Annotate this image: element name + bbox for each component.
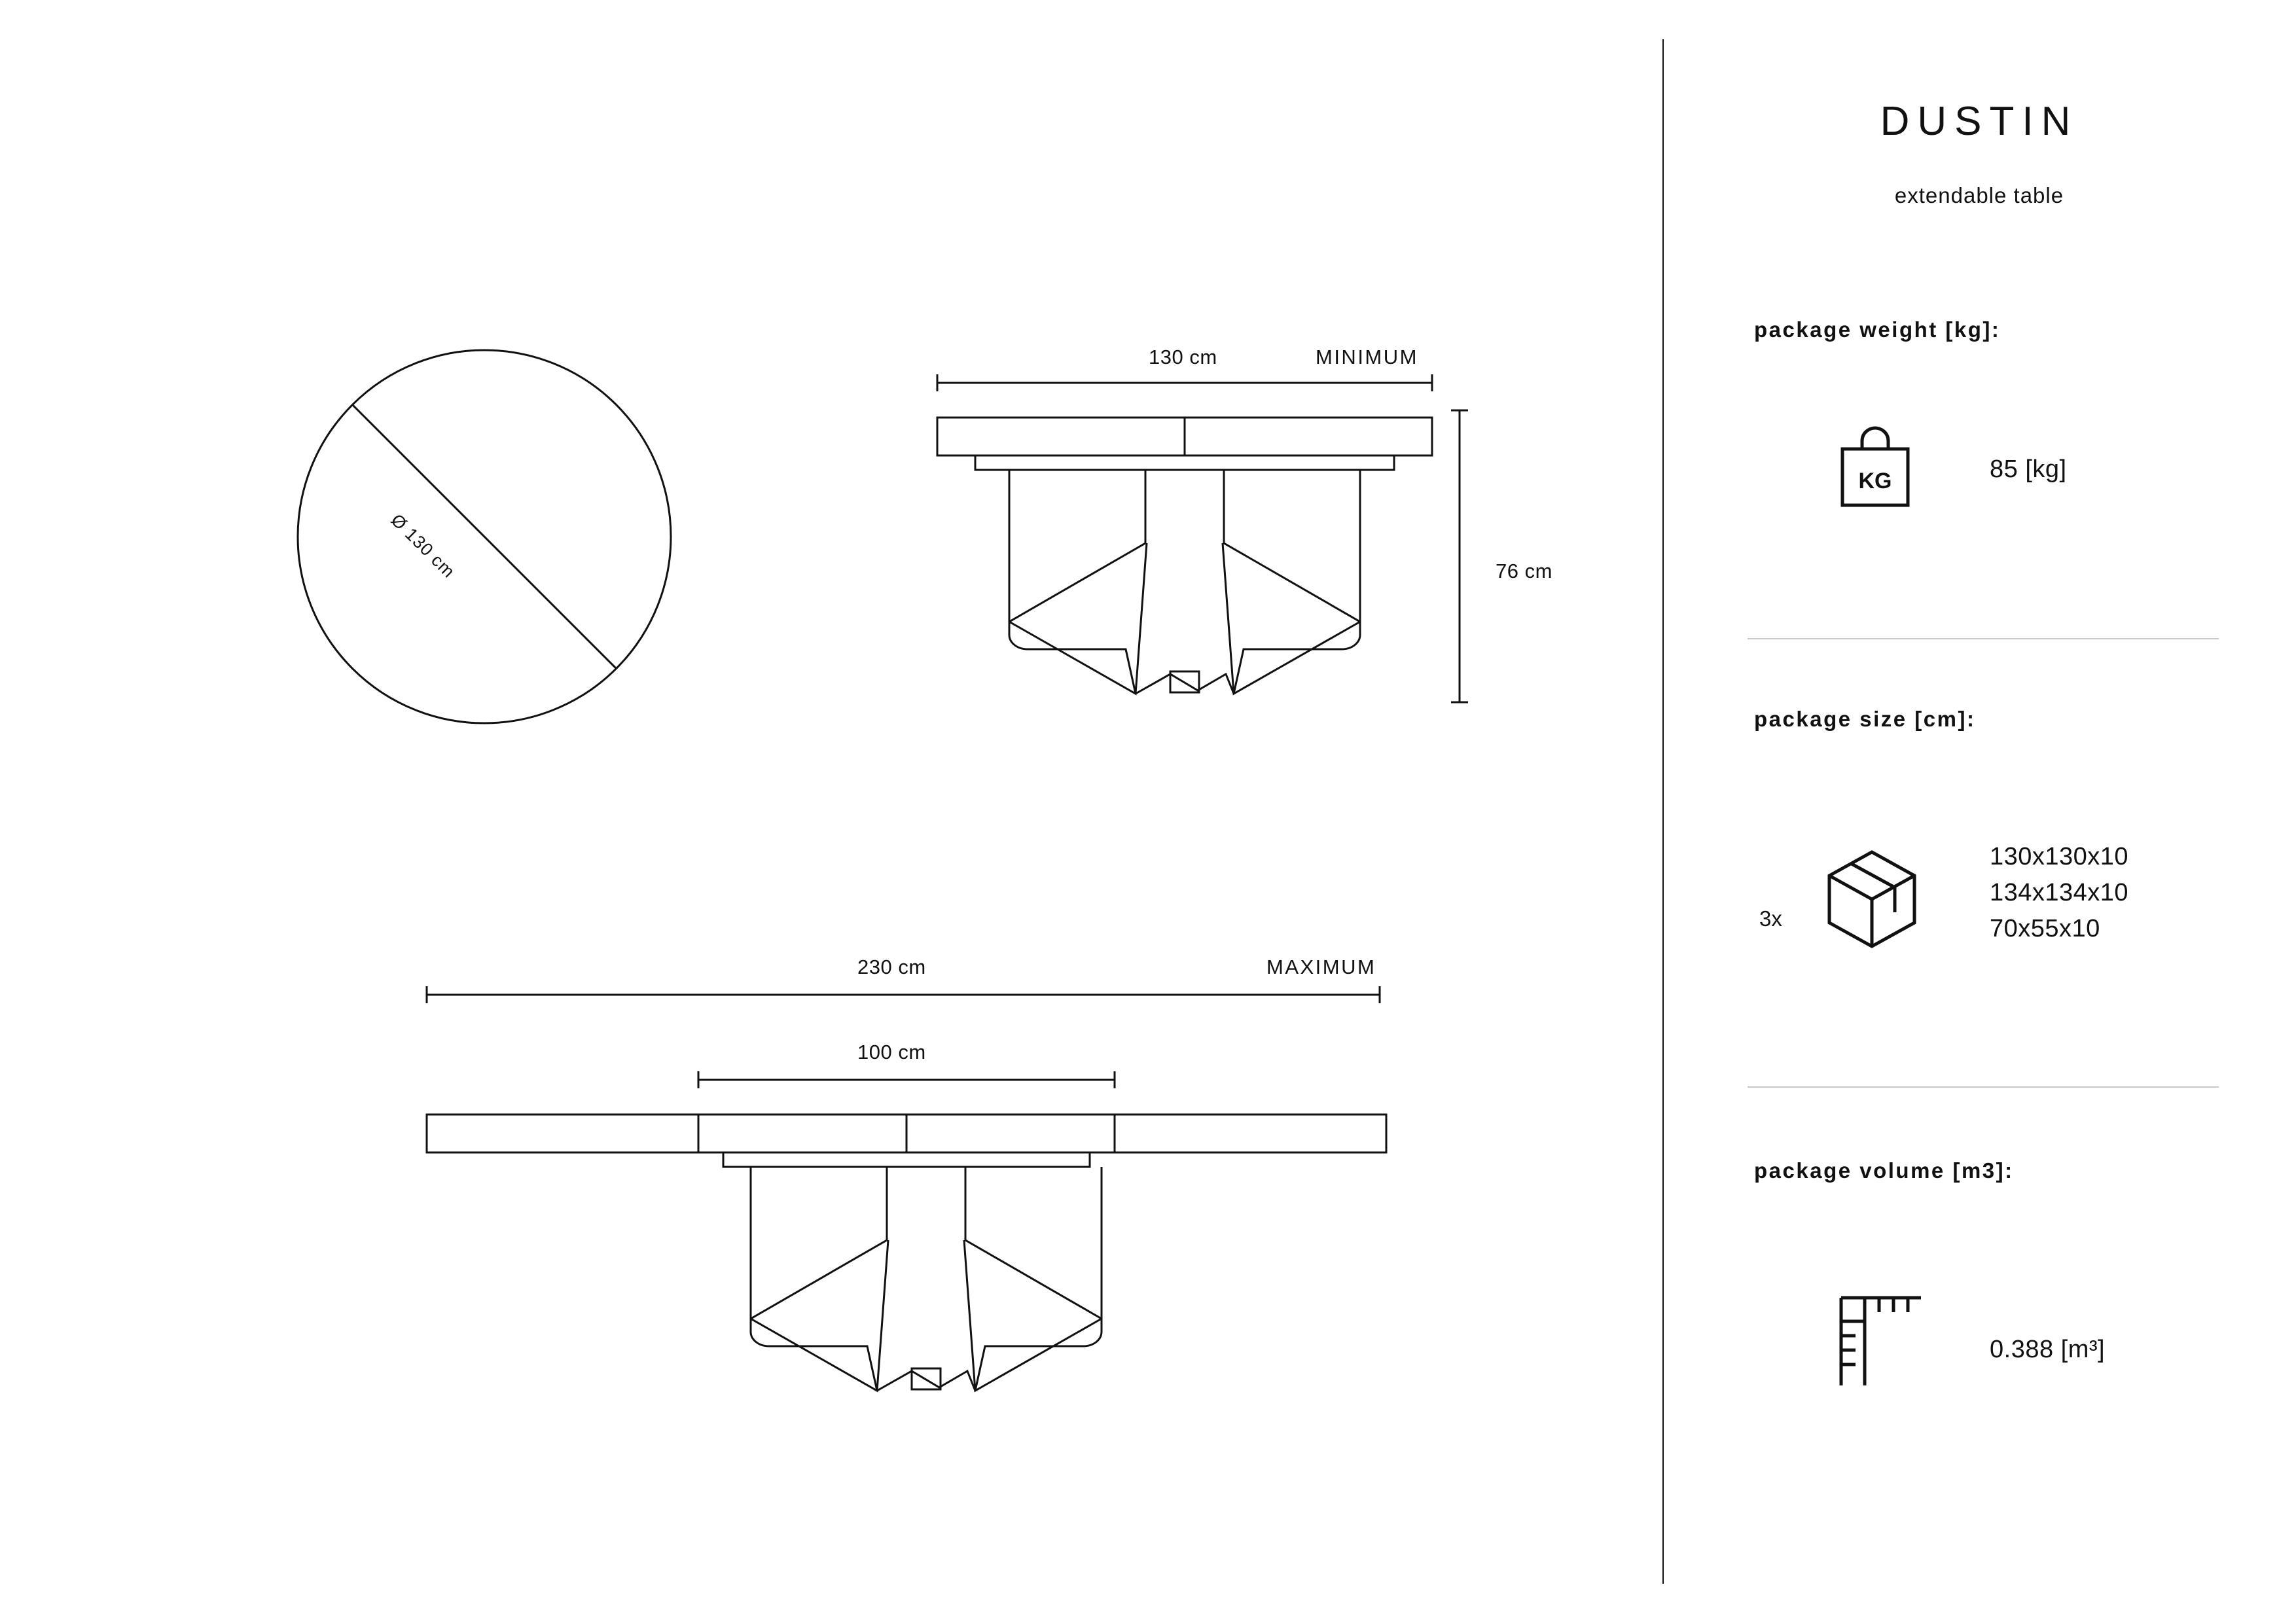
product-title: DUSTIN	[1880, 99, 2079, 144]
package-size-line-1: 130x130x10	[1990, 843, 2129, 870]
minimum-width-dimension	[936, 373, 1433, 393]
table-minimum-drawing	[936, 406, 1453, 733]
package-weight-label: package weight [kg]:	[1754, 317, 2001, 342]
table-height-dimension	[1450, 409, 1469, 704]
minimum-width-label: 130 cm	[1149, 346, 1217, 368]
round-table-top-view	[288, 340, 681, 733]
divider-2	[1748, 1086, 2219, 1088]
ruler-icon	[1836, 1293, 1928, 1391]
minimum-state-label: MINIMUM	[1316, 346, 1418, 368]
package-weight-value: 85 [kg]	[1990, 455, 2067, 483]
package-size-multiplier: 3x	[1759, 906, 1782, 931]
package-size-values	[1990, 839, 2128, 947]
package-size-line-3: 70x55x10	[1990, 915, 2100, 943]
table-maximum-drawing	[425, 1103, 1388, 1476]
maximum-state-label: MAXIMUM	[1266, 955, 1376, 978]
diameter-label: Ø 130 cm	[387, 510, 459, 582]
maximum-inner-width-dimension	[697, 1070, 1116, 1090]
maximum-width-dimension	[425, 985, 1381, 1005]
table-height-label: 76 cm	[1496, 560, 1552, 582]
maximum-width-label: 230 cm	[857, 955, 926, 978]
package-size-label: package size [cm]:	[1754, 707, 1976, 731]
product-subtitle: extendable table	[1894, 183, 2064, 207]
maximum-inner-width-label: 100 cm	[857, 1041, 926, 1063]
divider-1	[1748, 638, 2219, 639]
package-size-line-2: 134x134x10	[1990, 879, 2129, 907]
bag-kg-icon	[1836, 425, 1914, 510]
spec-panel	[1662, 0, 2296, 1623]
box-icon	[1823, 844, 1921, 952]
package-volume-label: package volume [m3]:	[1754, 1158, 2014, 1183]
package-volume-value: 0.388 [m³]	[1990, 1336, 2106, 1363]
svg-text:KG: KG	[1858, 469, 1892, 493]
